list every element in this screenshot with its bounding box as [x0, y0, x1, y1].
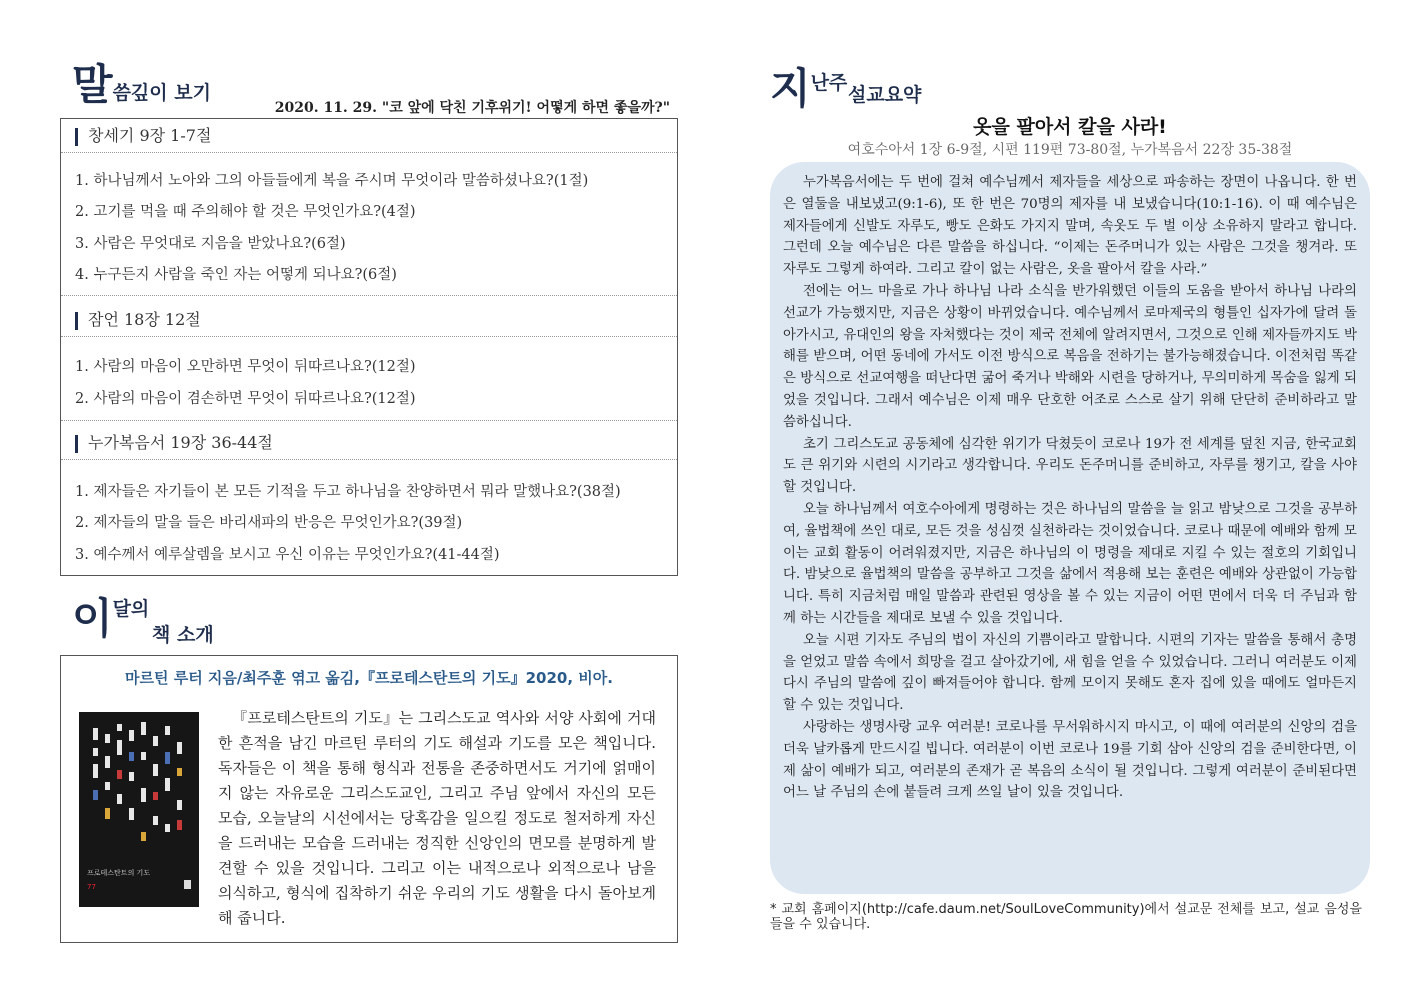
book-citation: 마르틴 루터 지음/최주훈 엮고 옮김,『프로테스탄트의 기도』2020, 비아.	[125, 669, 613, 687]
bible-study-questions	[60, 118, 678, 576]
section-header-genesis	[61, 119, 677, 153]
cover-number: 77	[87, 883, 96, 891]
section-title: 누가복음서 19장 36-44절	[88, 433, 273, 452]
sermon-paragraph: 전에는 어느 마을로 가나 하나님 나라 소식을 반가워했던 이들의 도움을 받아서 하나님 나라의 선교가 가능했지만, 지금은 상황이 바뀌었습니다. 예수님께서 로마제국의 형틀인 십자가에 달려 돌아가시고, 유대인의 왕을 자처했다는 것이 제국 전체에 알려지면서, 그것으로 인해 제자들까지도 박해를 받으며, 어떤 동네에 가서도 이전 방식으로 복음을 전하기는 불가능해졌습니다. 이전처럼 똑같은 방식으로 선교여행을 떠난다면 굶어 죽거나 박해와 시련을 당하거나, 무의미하게 목숨을 잃게 되었을 것입니다. 그래서 예수님은 이제 매우 단호한 어조로 스스로 살기 위해 단단히 준비하라고 말씀하십니다.	[783, 283, 1357, 430]
section-header-luke	[61, 426, 677, 460]
divider	[61, 420, 677, 421]
cover-pattern	[79, 712, 199, 862]
sermon-heading	[770, 56, 847, 116]
sermon-heading-sub	[848, 80, 921, 107]
section-title: 창세기 9장 1-7절	[88, 126, 212, 145]
header-bar	[75, 435, 78, 453]
heading-part2: 책 소개	[152, 624, 214, 646]
question-item: 4. 누구든지 사람을 죽인 자는 어떻게 되나요?(6절)	[75, 267, 397, 283]
header-bar	[75, 312, 78, 330]
question-item: 2. 제자들의 말을 들은 바리새파의 반응은 무엇인가요?(39절)	[75, 515, 463, 531]
heading-part1: 난주	[810, 72, 848, 94]
sermon-summary-text	[783, 172, 1357, 804]
header-bar	[75, 128, 78, 146]
book-intro-box	[60, 655, 678, 943]
heading-initial: 말	[72, 60, 113, 109]
question-item: 1. 사람의 마음이 오만하면 무엇이 뒤따르나요?(12절)	[75, 359, 416, 375]
section-title: 잠언 18장 12절	[88, 310, 201, 329]
heading-initial: 지	[770, 64, 811, 113]
heading-rest: 씀깊이 보기	[112, 82, 211, 104]
heading-part1: 달의	[112, 598, 150, 620]
question-item: 2. 고기를 먹을 때 주의해야 할 것은 무엇인가요?(4절)	[75, 204, 416, 220]
sermon-title: 옷을 팔아서 칼을 사라!	[973, 116, 1167, 138]
divider	[61, 295, 677, 296]
sermon-paragraph: 사랑하는 생명사랑 교우 여러분! 코로나를 무서워하시지 마시고, 이 때에 여러분의 신앙의 검을 더욱 날카롭게 만드시길 빕니다. 여러분이 이번 코로나 19를 기회 삼아 신앙의 검을 준비한다면, 이제 삶이 예배가 되고, 여러분의 존재가 곧 복음의 소식이 될 것입니다. 그렇게 여러분이 준비된다면 어느 날 주님의 손에 붙들려 크게 쓰일 날이 있을 것입니다.	[783, 719, 1357, 801]
question-item: 3. 예수께서 예루살렘을 보시고 우신 이유는 무엇인가요?(41-44절)	[75, 547, 500, 563]
sermon-paragraph: 오늘 하나님께서 여호수아에게 명령하는 것은 하나님의 말씀을 늘 읽고 밤낮으로 그것을 공부하여, 율법책에 쓰인 대로, 모든 것을 성심껏 실천하라는 것이었습니다. 코로나 때문에 예배와 함께 모이는 교회 활동이 어려워졌지만, 지금은 하나님의 이 명령을 제대로 지킬 수 있는 절호의 기회입니다. 밤낮으로 율법책의 말씀을 공부하고 그것을 삶에서 적용해 보는 훈련은 예배와 상관없이 가능합니다. 특히 지금처럼 매일 말씀과 관련된 영상을 볼 수 있는 지금이 어떤 면에서 더욱 더 주님과 함께 하는 시간들을 제대로 보낼 수 있을 것입니다.	[783, 501, 1357, 626]
book-heading-sub	[152, 620, 214, 647]
dateline: 2020. 11. 29. "코 앞에 닥친 기후위기! 어떻게 하면 좋을까?"	[274, 100, 670, 116]
question-item: 3. 사람은 무엇대로 지음을 받았나요?(6절)	[75, 236, 346, 252]
publisher-logo-icon	[184, 880, 191, 889]
sermon-paragraph: 초기 그리스도교 공동체에 심각한 위기가 닥쳤듯이 코로나 19가 전 세계를 덮친 지금, 한국교회도 큰 위기와 시련의 시기라고 생각합니다. 우리도 돈주머니를 준비하고, 자루를 챙기고, 칼을 사야 할 것입니다.	[783, 436, 1357, 496]
sermon-scripture: 여호수아서 1장 6-9절, 시편 119편 73-80절, 누가복음서 22장 35-38절	[847, 142, 1293, 158]
book-cover-image	[79, 712, 199, 907]
question-item: 1. 하나님께서 노아와 그의 아들들에게 복을 주시며 무엇이라 말씀하셨나요?(1절)	[75, 173, 589, 189]
heading-initial: 이	[72, 594, 113, 643]
footnote: * 교회 홈페이지(http://cafe.daum.net/SoulLoveCommunity)에서 설교문 전체를 보고, 설교 음성을 들을 수 있습니다.	[770, 902, 1362, 932]
book-description: 『프로테스탄트의 기도』는 그리스도교 역사와 서양 사회에 거대한 흔적을 남긴 마르틴 루터의 기도 해설과 기도를 모은 책입니다. 독자들은 이 책을 통해 형식과 전통을 존중하면서도 거기에 얽매이지 않는 자유로운 그리스도교인, 그리고 주님 앞에서 자신의 모든 모습, 오늘날의 시선에서는 당혹감을 일으킬 정도로 철저하게 자신을 드러내는 모습을 드러내는 정직한 신앙인의 면모를 분명하게 발견할 수 있을 것입니다. 그리고 이는 내적으로나 외적으로나 남을 의식하고, 형식에 집착하기 쉬운 우리의 기도 생활을 다시 돌아보게 해 줍니다.	[218, 709, 656, 927]
heading-part2: 설교요약	[848, 84, 922, 106]
section-header-proverbs	[61, 303, 677, 337]
question-item: 1. 제자들은 자기들이 본 모든 기적을 두고 하나님을 찬양하면서 뭐라 말했나요?(38절)	[75, 484, 621, 500]
question-item: 2. 사람의 마음이 겸손하면 무엇이 뒤따르나요?(12절)	[75, 391, 416, 407]
sermon-paragraph: 오늘 시편 기자도 주님의 법이 자신의 기쁨이라고 말합니다. 시편의 기자는 말씀을 통해서 총명을 얻었고 말씀 속에서 희망을 걸고 살아갔기에, 새 힘을 얻을 수 있었습니다. 그러니 여러분도 이제 다시 주님의 말씀에 깊이 빠져들어야 합니다. 함께 모이지 못해도 혼자 집에 있을 때에도 얼마든지 할 수 있는 것입니다.	[783, 632, 1357, 714]
sermon-paragraph: 누가복음서에는 두 번에 걸쳐 예수님께서 제자들을 세상으로 파송하는 장면이 나옵니다. 한 번은 열둘을 내보냈고(9:1-6), 또 한 번은 70명의 제자를 내 보냈습니다(10:1-16). 이 때 예수님은 제자들에게 신발도 자루도, 빵도 은화도 가지지 말며, 속옷도 두 벌 이상 소유하지 말라고 합니다. 그런데 오늘 예수님은 다른 말씀을 하십니다. “이제는 돈주머니가 있는 사람은 그것을 챙겨라. 또 자루도 그렇게 하여라. 그리고 칼이 없는 사람은, 옷을 팔아서 칼을 사라.”	[783, 175, 1357, 278]
book-heading	[72, 586, 149, 646]
cover-title: 프로테스탄트의 기도	[87, 869, 151, 877]
